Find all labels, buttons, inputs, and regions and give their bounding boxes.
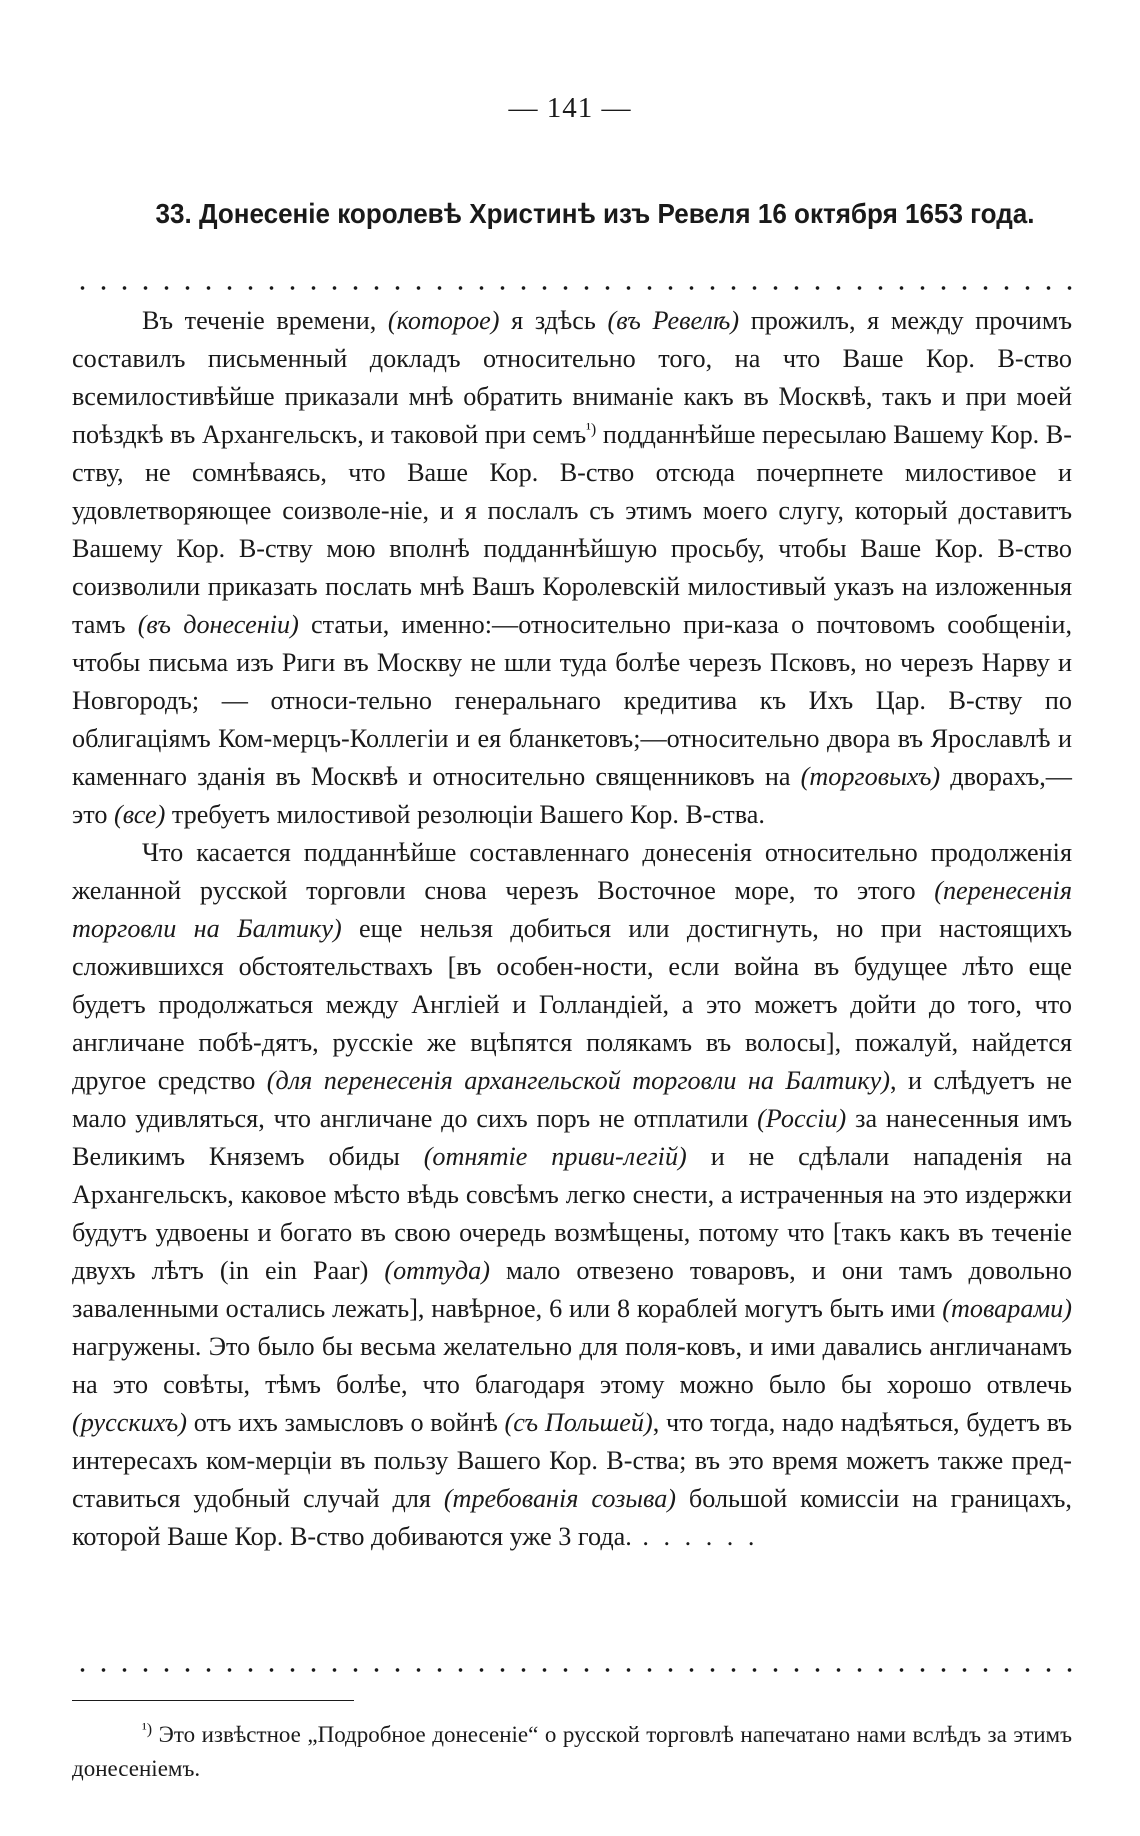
paragraph-1 — [72, 302, 1072, 834]
footnote — [72, 1718, 1072, 1786]
italic-insertion: (товарами) — [942, 1294, 1072, 1323]
text-span: статьи, именно:—относительно при-каза о почтовомъ сообщеніи, чтобы письма изъ Риги въ Москву не шли туда болѣе черезъ Псковъ, но черезъ Нарву и Новгородъ; — относи-тельно генеральнаго кредитива къ Ихъ Цар. В-ству по облигаціямъ Ком-мерцъ-Коллегіи и ея бланкетовъ;—относительно двора въ Ярославлѣ и каменнаго зданія въ Москвѣ и относительно священниковъ на — [72, 610, 1072, 791]
italic-insertion: (перенесенія торговли на Балтику) — [72, 876, 1072, 943]
italic-insertion: (въ донесеніи) — [137, 610, 299, 639]
text-span: за нанесенныя имъ Великимъ Княземъ обиды — [72, 1104, 1073, 1171]
text-span: я здѣсь — [499, 306, 608, 335]
document-title: 33. Донесеніе королевѣ Христинѣ изъ Ревеля 16 октября 1653 года. — [155, 198, 1035, 229]
text-span: нагружены. Это было бы весьма желательно для поля-ковъ, и ими давались англичанамъ на это совѣты, тѣмъ болѣе, что благодаря этому можно было бы хорошо отвлечь — [72, 1332, 1072, 1399]
italic-insertion: (для перенесенія архангельской торговли на Балтику) — [266, 1066, 890, 1095]
footnote-paragraph — [72, 1718, 1072, 1786]
dotted-separator-bottom — [72, 1666, 1072, 1674]
text-span: , что тогда, надо надѣяться, будетъ въ интересахъ ком-мерціи въ пользу Вашего Кор. В-ства; въ это время можетъ также пред-ставиться удобный случай для — [72, 1408, 1072, 1513]
text-span: подданнѣйше пересылаю Вашему Кор. В-ству, не сомнѣваясь, что Ваше Кор. В-ство отсюда почерпнете милостивое и удовлетворяющее соизволе-ніе, и я послалъ съ этимъ моего слугу, который доставитъ Вашему Кор. В-ству мою вполнѣ подданнѣйшую просьбу, чтобы Ваше Кор. В-ство соизволили приказать послать мнѣ Вашъ Королевскій милостивый указъ на изложенныя тамъ — [72, 420, 1072, 639]
dotted-separator-top — [72, 284, 1072, 292]
italic-insertion: (которое) — [387, 306, 500, 335]
text-span: и не сдѣлали нападенія на Архангельскъ, каковое мѣсто вѣдь совсѣмъ легко снести, а истраченныя на это издержки будутъ удвоены и богато въ свою очередь возмѣщены, потому что [такъ какъ въ теченіе двухъ лѣтъ (in ein Paar) — [72, 1142, 1072, 1285]
text-span: Въ теченіе времени, — [142, 306, 388, 335]
body-text — [72, 302, 1072, 1556]
page-number: — 141 — — [508, 92, 632, 124]
italic-insertion: (отнятіе приви-легій) — [423, 1142, 687, 1171]
italic-insertion: (все) — [113, 800, 166, 829]
footnote-rule — [72, 1700, 354, 1701]
ellipsis-dots: . . . . . . — [631, 1522, 759, 1551]
footnote-mark: ¹) — [142, 1721, 153, 1738]
italic-insertion: (торговыхъ) — [800, 762, 941, 791]
italic-insertion: (оттуда) — [384, 1256, 490, 1285]
italic-insertion: (требованія созыва) — [443, 1484, 677, 1513]
text-span: , и слѣдуетъ не мало удивляться, что англичане до сихъ поръ не отплатили — [72, 1066, 1072, 1133]
italic-insertion: (въ Ревелѣ) — [607, 306, 740, 335]
italic-insertion: (съ Польшей) — [504, 1408, 653, 1437]
text-span: требуетъ милостивой резолюціи Вашего Кор. В-ства. — [165, 800, 765, 829]
italic-insertion: (русскихъ) — [72, 1408, 187, 1437]
text-span: дворахъ,—это — [72, 762, 1072, 829]
footnote-reference: ¹) — [586, 421, 597, 438]
text-span: Что касается подданнѣйше составленнаго донесенія относительно продолженія желанной русской торговли снова черезъ Восточное море, то этого — [72, 838, 1072, 905]
text-span: прожилъ, я между прочимъ составилъ письменный докладъ относительно того, на что Ваше Кор. В-ство всемилостивѣйше приказали мнѣ обратить вниманіе какъ въ Москвѣ, такъ и при моей поѣздкѣ въ Архангельскъ, и таковой при семъ — [72, 306, 1073, 449]
text-span: еще нельзя добиться или достигнуть, но при настоящихъ сложившихся обстоятельствахъ [въ особен-ности, если война въ будущее лѣто еще будетъ продолжаться между Англіей и Голландіей, а это можетъ дойти до того, что англичане побѣ-дятъ, русскіе же вцѣпятся полякамъ въ волосы], пожалуй, найдется другое средство — [72, 914, 1073, 1095]
text-span: отъ ихъ замысловъ о войнѣ — [186, 1408, 505, 1437]
text-span: мало отвезено товаровъ, и они тамъ довольно заваленными остались лежать], навѣрное, 6 или 8 кораблей могутъ быть ими — [72, 1256, 1072, 1323]
paragraph-2 — [72, 834, 1072, 1556]
footnote-text: Это извѣстное „Подробное донесеніе“ о русской торговлѣ напечатано нами вслѣдъ за этимъ донесеніемъ. — [72, 1722, 1072, 1781]
italic-insertion: (Россіи) — [757, 1104, 847, 1133]
text-span: большой комиссіи на границахъ, которой Ваше Кор. В-ство добиваются уже 3 года. — [72, 1484, 1072, 1551]
